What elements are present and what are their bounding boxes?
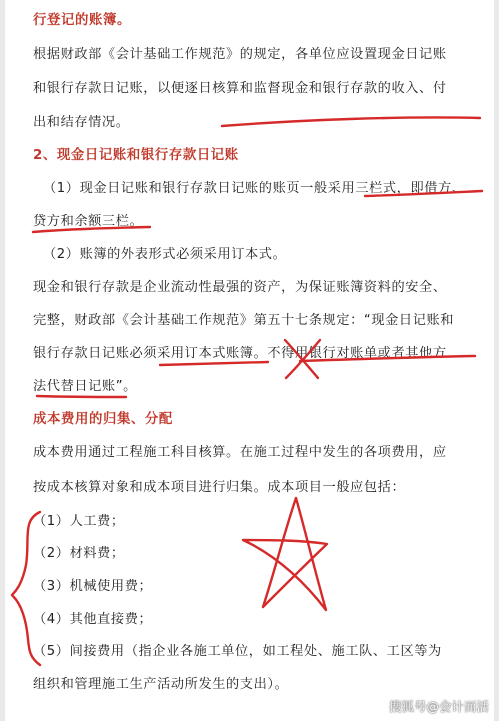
left-margin-shadow <box>0 0 5 721</box>
text-line-14: 成本费用通过工程施工科目核算。在施工过程中发生的各项费用，应 <box>33 445 447 460</box>
text-line-11: 银行存款日记账必须采用订本式账簿。不得用银行对账单或者其他方 <box>33 346 447 361</box>
text-line-10: 完整，财政部《会计基础工作规范》第五十七条规定：“现金日记账和 <box>33 313 455 328</box>
section-heading-2: 2、现金日记账和银行存款日记账 <box>33 148 239 163</box>
text-line-21: 组织和管理施工生产活动所发生的支出）。 <box>33 677 289 692</box>
list-item-2: （2）材料费； <box>33 546 125 561</box>
text-line-1: 行登记的账簿。 <box>33 13 131 28</box>
list-item-5: （5）间接费用（指企业各施工单位，如工程处、施工队、工区等为 <box>33 644 442 659</box>
text-line-7: 贷方和余额三栏。 <box>33 214 144 229</box>
watermark: 搜狐号@会计而活 <box>388 699 489 714</box>
text-line-12: 法代替日记账”。 <box>33 379 137 394</box>
text-line-9: 现金和银行存款是企业流动性最强的资产，为保证账簿资料的安全、 <box>33 280 447 295</box>
text-line-3: 和银行存款日记账，以便逐日核算和监督现金和银行存款的收入、付 <box>33 81 447 96</box>
list-item-4: （4）其他直接费； <box>33 612 153 627</box>
right-margin-shadow <box>494 0 499 721</box>
text-line-6: （1）现金日记账和银行存款日记账的账页一般采用三栏式，即借方、 <box>43 181 466 196</box>
text-line-4: 出和结存情况。 <box>33 115 130 130</box>
text-line-8: （2）账簿的外表形式必须采用订本式。 <box>43 247 287 262</box>
list-item-3: （3）机械使用费； <box>33 579 153 594</box>
section-heading-3: 成本费用的归集、分配 <box>33 412 173 427</box>
text-line-15: 按成本核算对象和成本项目进行归集。成本项目一般应包括： <box>33 480 406 495</box>
list-item-1: （1）人工费； <box>33 514 125 529</box>
text-line-2: 根据财政部《会计基础工作规范》的规定，各单位应设置现金日记账 <box>33 47 447 62</box>
